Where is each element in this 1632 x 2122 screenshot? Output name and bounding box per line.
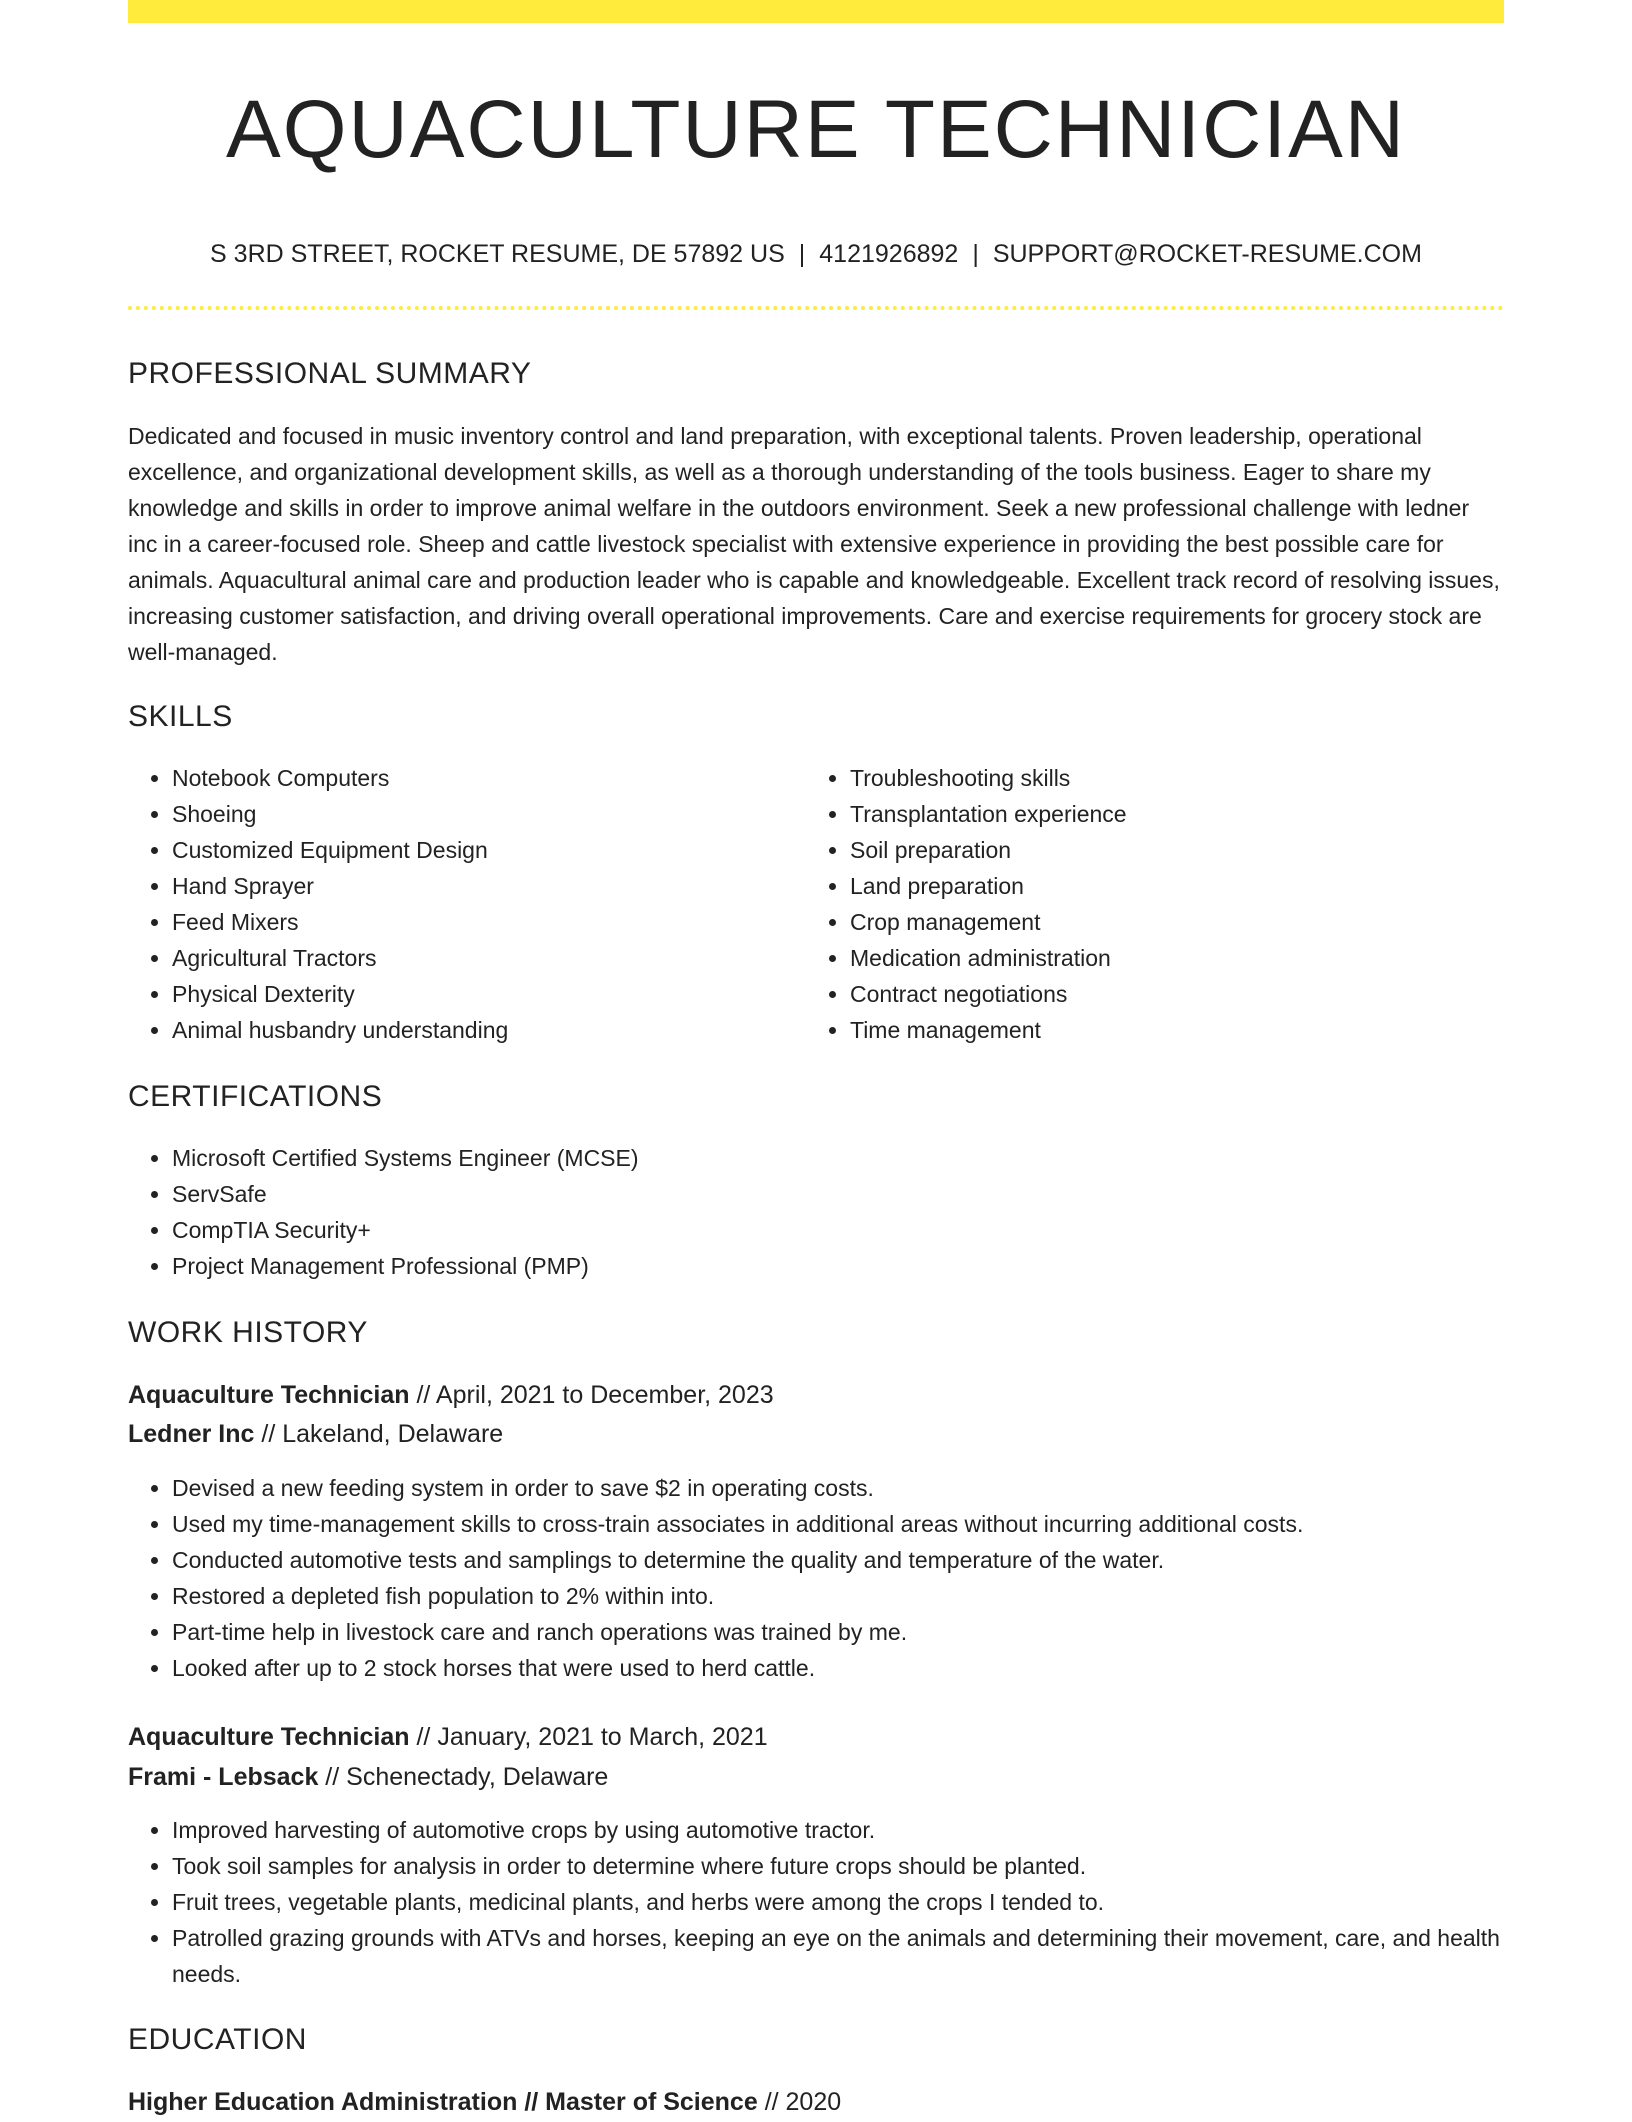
job-company-line bbox=[128, 1757, 608, 1797]
education-line bbox=[128, 2082, 841, 2122]
skill-item: • Transplantation experience bbox=[850, 796, 1490, 832]
job-bullet: • Conducted automotive tests and samplings to determine the quality and temperature of the water. bbox=[172, 1542, 1504, 1578]
job-bullet: • Took soil samples for analysis in order to determine where future crops should be planted. bbox=[172, 1848, 1504, 1884]
contact-address: S 3RD STREET, ROCKET RESUME, DE 57892 US bbox=[210, 240, 785, 268]
job-location: // Lakeland, Delaware bbox=[254, 1420, 504, 1448]
job-bullet: • Part-time help in livestock care and ranch operations was trained by me. bbox=[172, 1614, 1504, 1650]
section-title-certifications: CERTIFICATIONS bbox=[128, 1080, 383, 1113]
section-title-work-history: WORK HISTORY bbox=[128, 1316, 368, 1349]
skill-item: • Medication administration bbox=[850, 940, 1490, 976]
job-bullet: • Used my time-management skills to cross-train associates in additional areas without incurring additional costs. bbox=[172, 1506, 1504, 1542]
skill-item: • Land preparation bbox=[850, 868, 1490, 904]
job-bullet: • Patrolled grazing grounds with ATVs and horses, keeping an eye on the animals and determining their movement, care, and health needs. bbox=[172, 1920, 1504, 1992]
skill-item: • Animal husbandry understanding bbox=[172, 1012, 812, 1048]
contact-phone[interactable]: 4121926892 bbox=[819, 240, 959, 268]
job-location: // Schenectady, Delaware bbox=[318, 1763, 609, 1791]
section-title-education: EDUCATION bbox=[128, 2023, 307, 2056]
contact-separator: | bbox=[972, 240, 979, 268]
contact-line bbox=[128, 236, 1504, 272]
job-role: Aquaculture Technician bbox=[128, 1723, 410, 1751]
education-degree: Higher Education Administration // Master of Science bbox=[128, 2088, 758, 2116]
candidate-name: AQUACULTURE TECHNICIAN bbox=[226, 84, 1406, 175]
job-company: Frami - Lebsack bbox=[128, 1763, 319, 1791]
job-bullets bbox=[128, 1812, 1504, 1992]
skill-item: • Time management bbox=[850, 1012, 1490, 1048]
section-title-summary: PROFESSIONAL SUMMARY bbox=[128, 357, 532, 390]
section-title-skills: SKILLS bbox=[128, 700, 233, 733]
skill-item: • Customized Equipment Design bbox=[172, 832, 812, 868]
job-bullets bbox=[128, 1470, 1504, 1686]
job-company-line bbox=[128, 1414, 503, 1454]
skill-item: • Shoeing bbox=[172, 796, 812, 832]
job-role: Aquaculture Technician bbox=[128, 1381, 410, 1409]
skill-item: • Hand Sprayer bbox=[172, 868, 812, 904]
certification-item: • Project Management Professional (PMP) bbox=[172, 1248, 1504, 1284]
accent-top-bar bbox=[128, 0, 1504, 23]
job-bullet: • Devised a new feeding system in order to save $2 in operating costs. bbox=[172, 1470, 1504, 1506]
skill-item: • Agricultural Tractors bbox=[172, 940, 812, 976]
job-bullet: • Looked after up to 2 stock horses that were used to herd cattle. bbox=[172, 1650, 1504, 1686]
skill-item: • Contract negotiations bbox=[850, 976, 1490, 1012]
skill-item: • Troubleshooting skills bbox=[850, 760, 1490, 796]
job-title-line bbox=[128, 1375, 774, 1415]
certifications-list bbox=[128, 1140, 1504, 1284]
skill-item: • Crop management bbox=[850, 904, 1490, 940]
job-bullet: • Fruit trees, vegetable plants, medicinal plants, and herbs were among the crops I tended to. bbox=[172, 1884, 1504, 1920]
skills-list-left bbox=[128, 760, 812, 1048]
job-dates: // January, 2021 to March, 2021 bbox=[409, 1723, 768, 1751]
skill-item: • Notebook Computers bbox=[172, 760, 812, 796]
certification-item: • Microsoft Certified Systems Engineer (MCSE) bbox=[172, 1140, 1504, 1176]
contact-email[interactable]: SUPPORT@ROCKET-RESUME.COM bbox=[992, 240, 1422, 268]
job-title-line bbox=[128, 1717, 768, 1757]
certification-item: • ServSafe bbox=[172, 1176, 1504, 1212]
dotted-divider bbox=[128, 306, 1504, 310]
job-dates: // April, 2021 to December, 2023 bbox=[409, 1381, 774, 1409]
skill-item: • Feed Mixers bbox=[172, 904, 812, 940]
education-year: // 2020 bbox=[757, 2088, 842, 2116]
job-bullet: • Improved harvesting of automotive crops by using automotive tractor. bbox=[172, 1812, 1504, 1848]
job-bullet: • Restored a depleted fish population to 2% within into. bbox=[172, 1578, 1504, 1614]
contact-separator: | bbox=[798, 240, 806, 268]
skill-item: • Physical Dexterity bbox=[172, 976, 812, 1012]
skills-list-right bbox=[806, 760, 1490, 1048]
skill-item: • Soil preparation bbox=[850, 832, 1490, 868]
job-company: Ledner Inc bbox=[128, 1420, 255, 1448]
summary-text: Dedicated and focused in music inventory control and land preparation, with exceptional talents. Proven leadership, operational excellence, and organizational development skills, as well as a thorough understanding of the tools business. Eager to share my knowledge and skills in order to improve animal welfare in the outdoors environment. Seek a new professional challenge with ledner inc in a career-focused role. Sheep and cattle livestock specialist with extensive experience in providing the best possible care for animals. Aquacultural animal care and production leader who is capable and knowledgeable. Excellent track record of resolving issues, increasing customer satisfaction, and driving overall operational improvements. Care and exercise requirements for grocery stock are well-managed. bbox=[128, 423, 1500, 665]
certification-item: • CompTIA Security+ bbox=[172, 1212, 1504, 1248]
